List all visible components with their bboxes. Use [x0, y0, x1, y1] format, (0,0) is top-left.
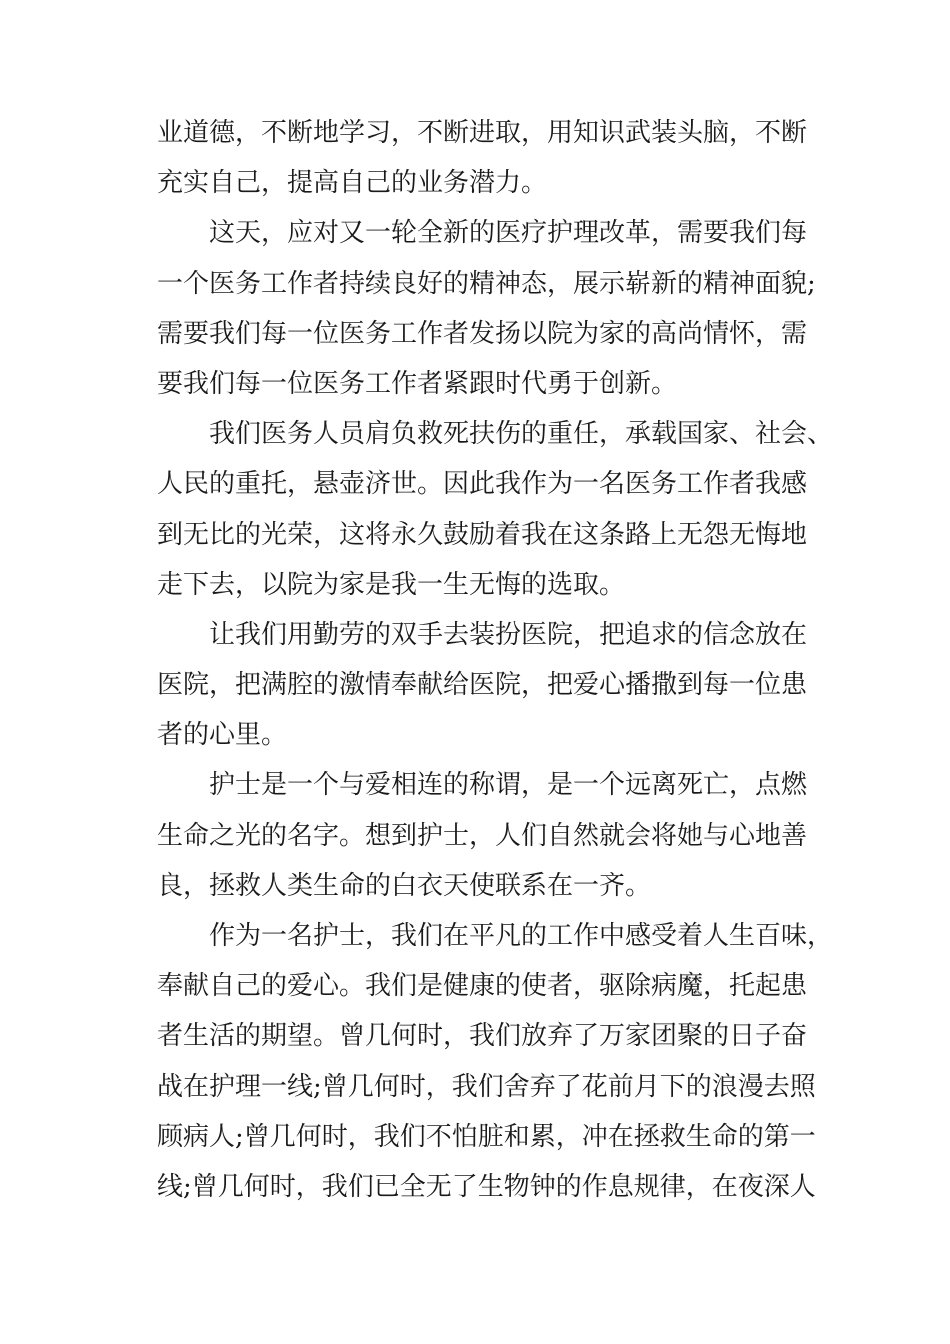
text-line: 到无比的光荣，这将永久鼓励着我在这条路上无怨无悔地 [157, 519, 808, 550]
body-text [157, 108, 834, 1212]
paragraph [157, 760, 808, 911]
text-line: 护士是一个与爱相连的称谓，是一个远离死亡，点燃 [209, 770, 808, 801]
text-line: 人民的重托，悬壶济世。因此我作为一名医务工作者我感 [157, 469, 808, 500]
text-line: 者生活的期望。曾几何时，我们放弃了万家团聚的日子奋 [157, 1021, 808, 1052]
text-line: 良，拯救人类生命的白衣天使联系在一齐。 [157, 870, 652, 901]
text-line: 走下去，以院为家是我一生无悔的选取。 [157, 569, 626, 600]
paragraph [157, 911, 834, 1212]
text-line: 需要我们每一位医务工作者发扬以院为家的高尚情怀，需 [157, 318, 808, 349]
text-line: 作为一名护士，我们在平凡的工作中感受着人生百味， [209, 921, 834, 951]
text-line: 医院，把满腔的激情奉献给医院，把爱心播撒到每一位患 [157, 670, 808, 701]
paragraph [157, 108, 808, 208]
paragraph [157, 208, 816, 409]
text-line: 业道德，不断地学习，不断进取，用知识武装头脑，不断 [157, 118, 808, 148]
text-line: 充实自己，提高自己的业务潜力。 [157, 168, 548, 199]
text-line: 战在护理一线;曾几何时，我们舍弃了花前月下的浪漫去照 [157, 1071, 816, 1102]
paragraph [157, 610, 808, 761]
text-line: 要我们每一位医务工作者紧跟时代勇于创新。 [157, 368, 678, 399]
text-line: 我们医务人员肩负救死扶伤的重任，承载国家、社会、 [209, 419, 834, 450]
paragraph [157, 409, 834, 610]
text-line: 顾病人;曾几何时，我们不怕脏和累，冲在拯救生命的第一 [157, 1121, 816, 1152]
text-line: 生命之光的名字。想到护士，人们自然就会将她与心地善 [157, 820, 808, 851]
text-line: 奉献自己的爱心。我们是健康的使者，驱除病魔，托起患 [157, 971, 808, 1002]
text-line: 这天，应对又一轮全新的医疗护理改革，需要我们每 [209, 218, 808, 249]
text-line: 线;曾几何时，我们已全无了生物钟的作息规律，在夜深人 [157, 1171, 816, 1202]
text-line: 让我们用勤劳的双手去装扮医院，把追求的信念放在 [209, 619, 808, 650]
text-line: 一个医务工作者持续良好的精神态，展示崭新的精神面貌; [157, 268, 816, 299]
text-line: 者的心里。 [157, 720, 288, 751]
